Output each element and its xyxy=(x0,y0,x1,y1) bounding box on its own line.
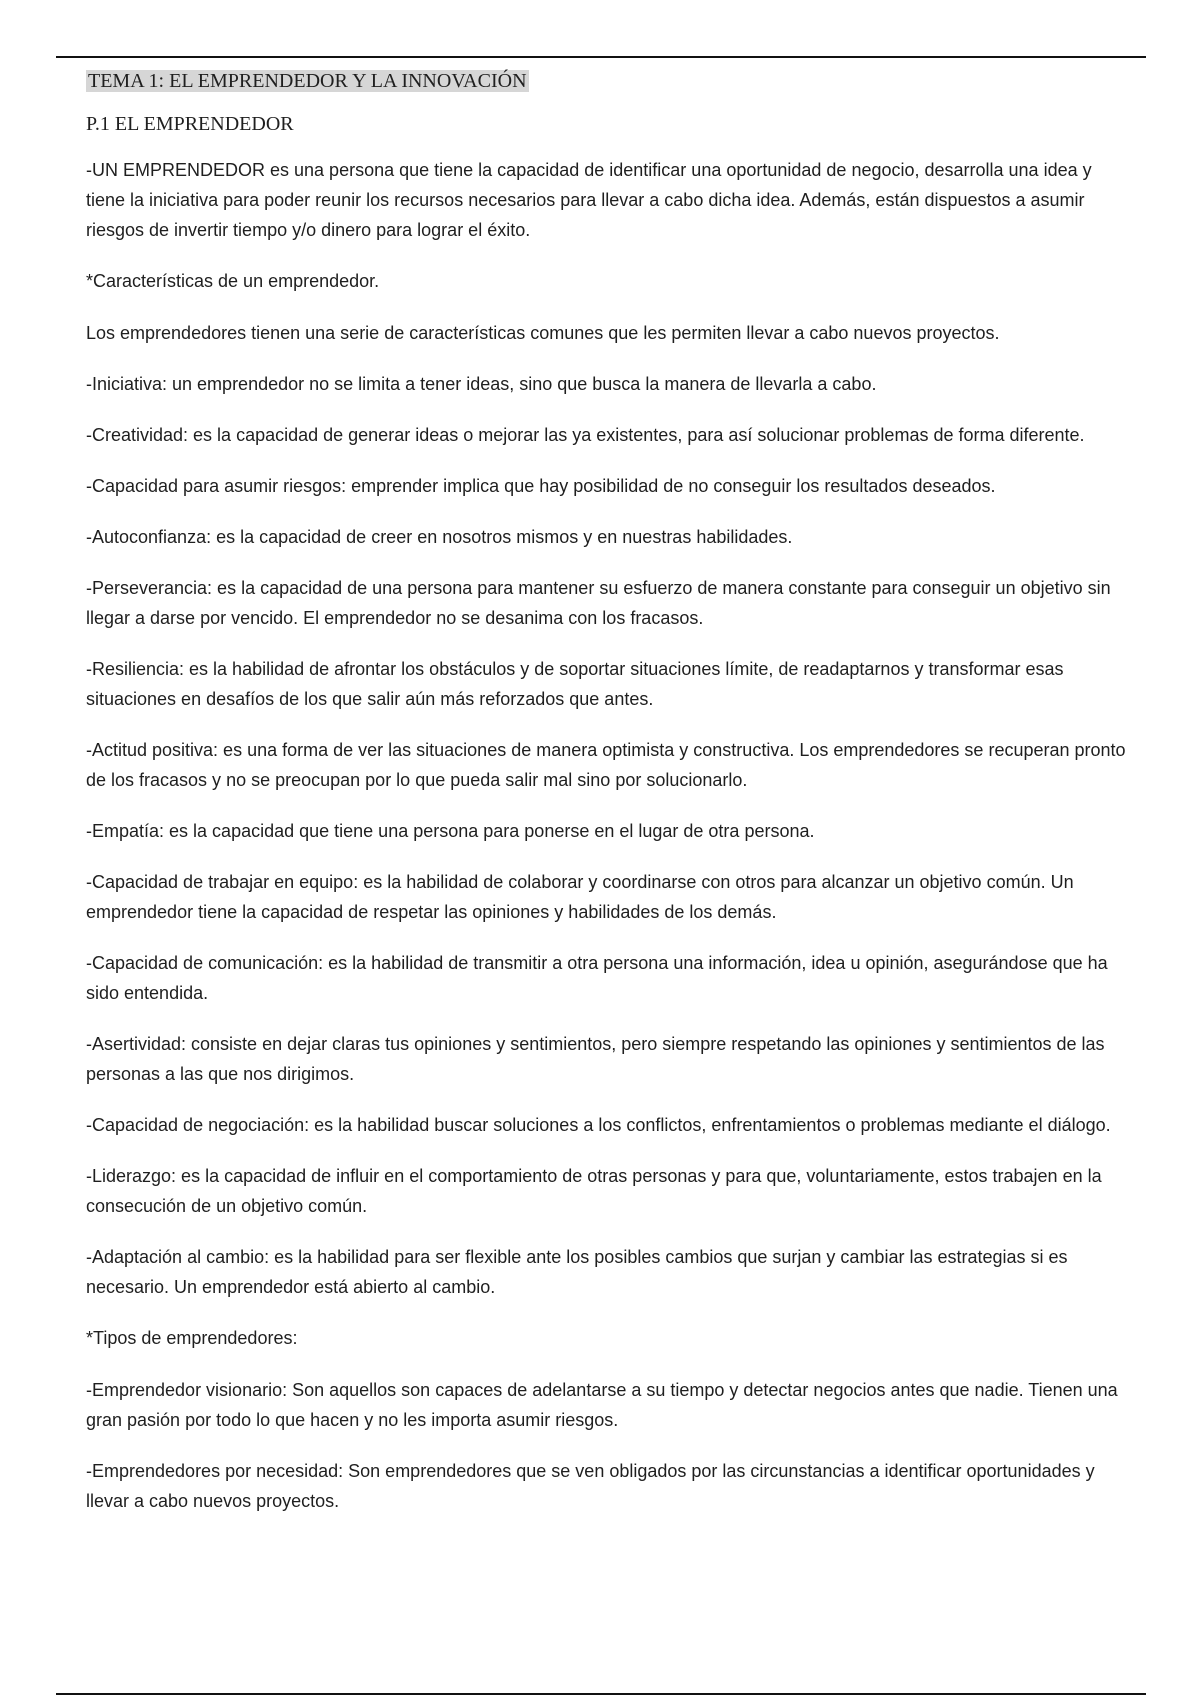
characteristic-item: -Capacidad para asumir riesgos: emprender implica que hay posibilidad de no conseguir los resultados deseados. xyxy=(86,476,996,496)
type-item: -Emprendedores por necesidad: Son emprendedores que se ven obligados por las circunstancias a identificar oportunidades y llevar a cabo nuevos proyectos. xyxy=(86,1461,1095,1511)
characteristic-item: -Capacidad de trabajar en equipo: es la habilidad de colaborar y coordinarse con otros para alcanzar un objetivo común. Un emprendedor tiene la capacidad de respetar las opiniones y habilidades de los demás. xyxy=(86,872,1074,922)
characteristic-item: -Resiliencia: es la habilidad de afrontar los obstáculos y de soportar situaciones límite, de readaptarnos y transformar esas situaciones en desafíos de los que salir aún más reforzados que antes. xyxy=(86,659,1064,709)
definition-paragraph: -UN EMPRENDEDOR es una persona que tiene la capacidad de identificar una oportunidad de negocio, desarrolla una idea y tiene la iniciativa para poder reunir los recursos necesarios para llevar a cabo dicha idea. Además, están dispuestos a asumir riesgos de invertir tiempo y/o dinero para lograr el éxito. xyxy=(86,160,1092,240)
characteristics-intro: Los emprendedores tienen una serie de características comunes que les permiten llevar a cabo nuevos proyectos. xyxy=(86,323,1000,343)
characteristic-item: -Iniciativa: un emprendedor no se limita a tener ideas, sino que busca la manera de llevarla a cabo. xyxy=(86,374,877,394)
characteristics-heading: *Características de un emprendedor. xyxy=(86,271,380,291)
characteristic-item: -Autoconfianza: es la capacidad de creer en nosotros mismos y en nuestras habilidades. xyxy=(86,527,793,547)
characteristic-item: -Empatía: es la capacidad que tiene una persona para ponerse en el lugar de otra persona. xyxy=(86,821,815,841)
characteristic-item: -Perseverancia: es la capacidad de una persona para mantener su esfuerzo de manera constante para conseguir un objetivo sin llegar a darse por vencido. El emprendedor no se desanima con los fracasos. xyxy=(86,578,1111,628)
characteristic-item: -Adaptación al cambio: es la habilidad para ser flexible ante los posibles cambios que surjan y cambiar las estrategias si es necesario. Un emprendedor está abierto al cambio. xyxy=(86,1247,1068,1297)
characteristic-item: -Asertividad: consiste en dejar claras tus opiniones y sentimientos, pero siempre respetando las opiniones y sentimientos de las personas a las que nos dirigimos. xyxy=(86,1034,1105,1084)
characteristic-item: -Capacidad de negociación: es la habilidad buscar soluciones a los conflictos, enfrentamientos o problemas mediante el diálogo. xyxy=(86,1115,1111,1135)
characteristic-item: -Creatividad: es la capacidad de generar ideas o mejorar las ya existentes, para así solucionar problemas de forma diferente. xyxy=(86,425,1085,445)
document-body xyxy=(86,66,1126,1537)
characteristic-item: -Liderazgo: es la capacidad de influir en el comportamiento de otras personas y para que, voluntariamente, estos trabajen en la consecución de un objetivo común. xyxy=(86,1166,1102,1216)
bottom-rule xyxy=(56,1693,1146,1695)
characteristic-item: -Capacidad de comunicación: es la habilidad de transmitir a otra persona una información, idea u opinión, asegurándose que ha sido entendida. xyxy=(86,953,1108,1003)
section-heading: P.1 EL EMPRENDEDOR xyxy=(86,113,294,135)
characteristic-item: -Actitud positiva: es una forma de ver las situaciones de manera optimista y constructiva. Los emprendedores se recuperan pronto de los fracasos y no se preocupan por lo que pueda salir mal sino por solucionarlo. xyxy=(86,740,1126,790)
top-rule xyxy=(56,56,1146,58)
type-item: -Emprendedor visionario: Son aquellos son capaces de adelantarse a su tiempo y detectar negocios antes que nadie. Tienen una gran pasión por todo lo que hacen y no les importa asumir riesgos. xyxy=(86,1380,1118,1430)
document-title-text: TEMA 1: EL EMPRENDEDOR Y LA INNOVACIÓN xyxy=(88,70,527,92)
document-title xyxy=(86,68,1126,95)
types-heading: *Tipos de emprendedores: xyxy=(86,1328,298,1348)
